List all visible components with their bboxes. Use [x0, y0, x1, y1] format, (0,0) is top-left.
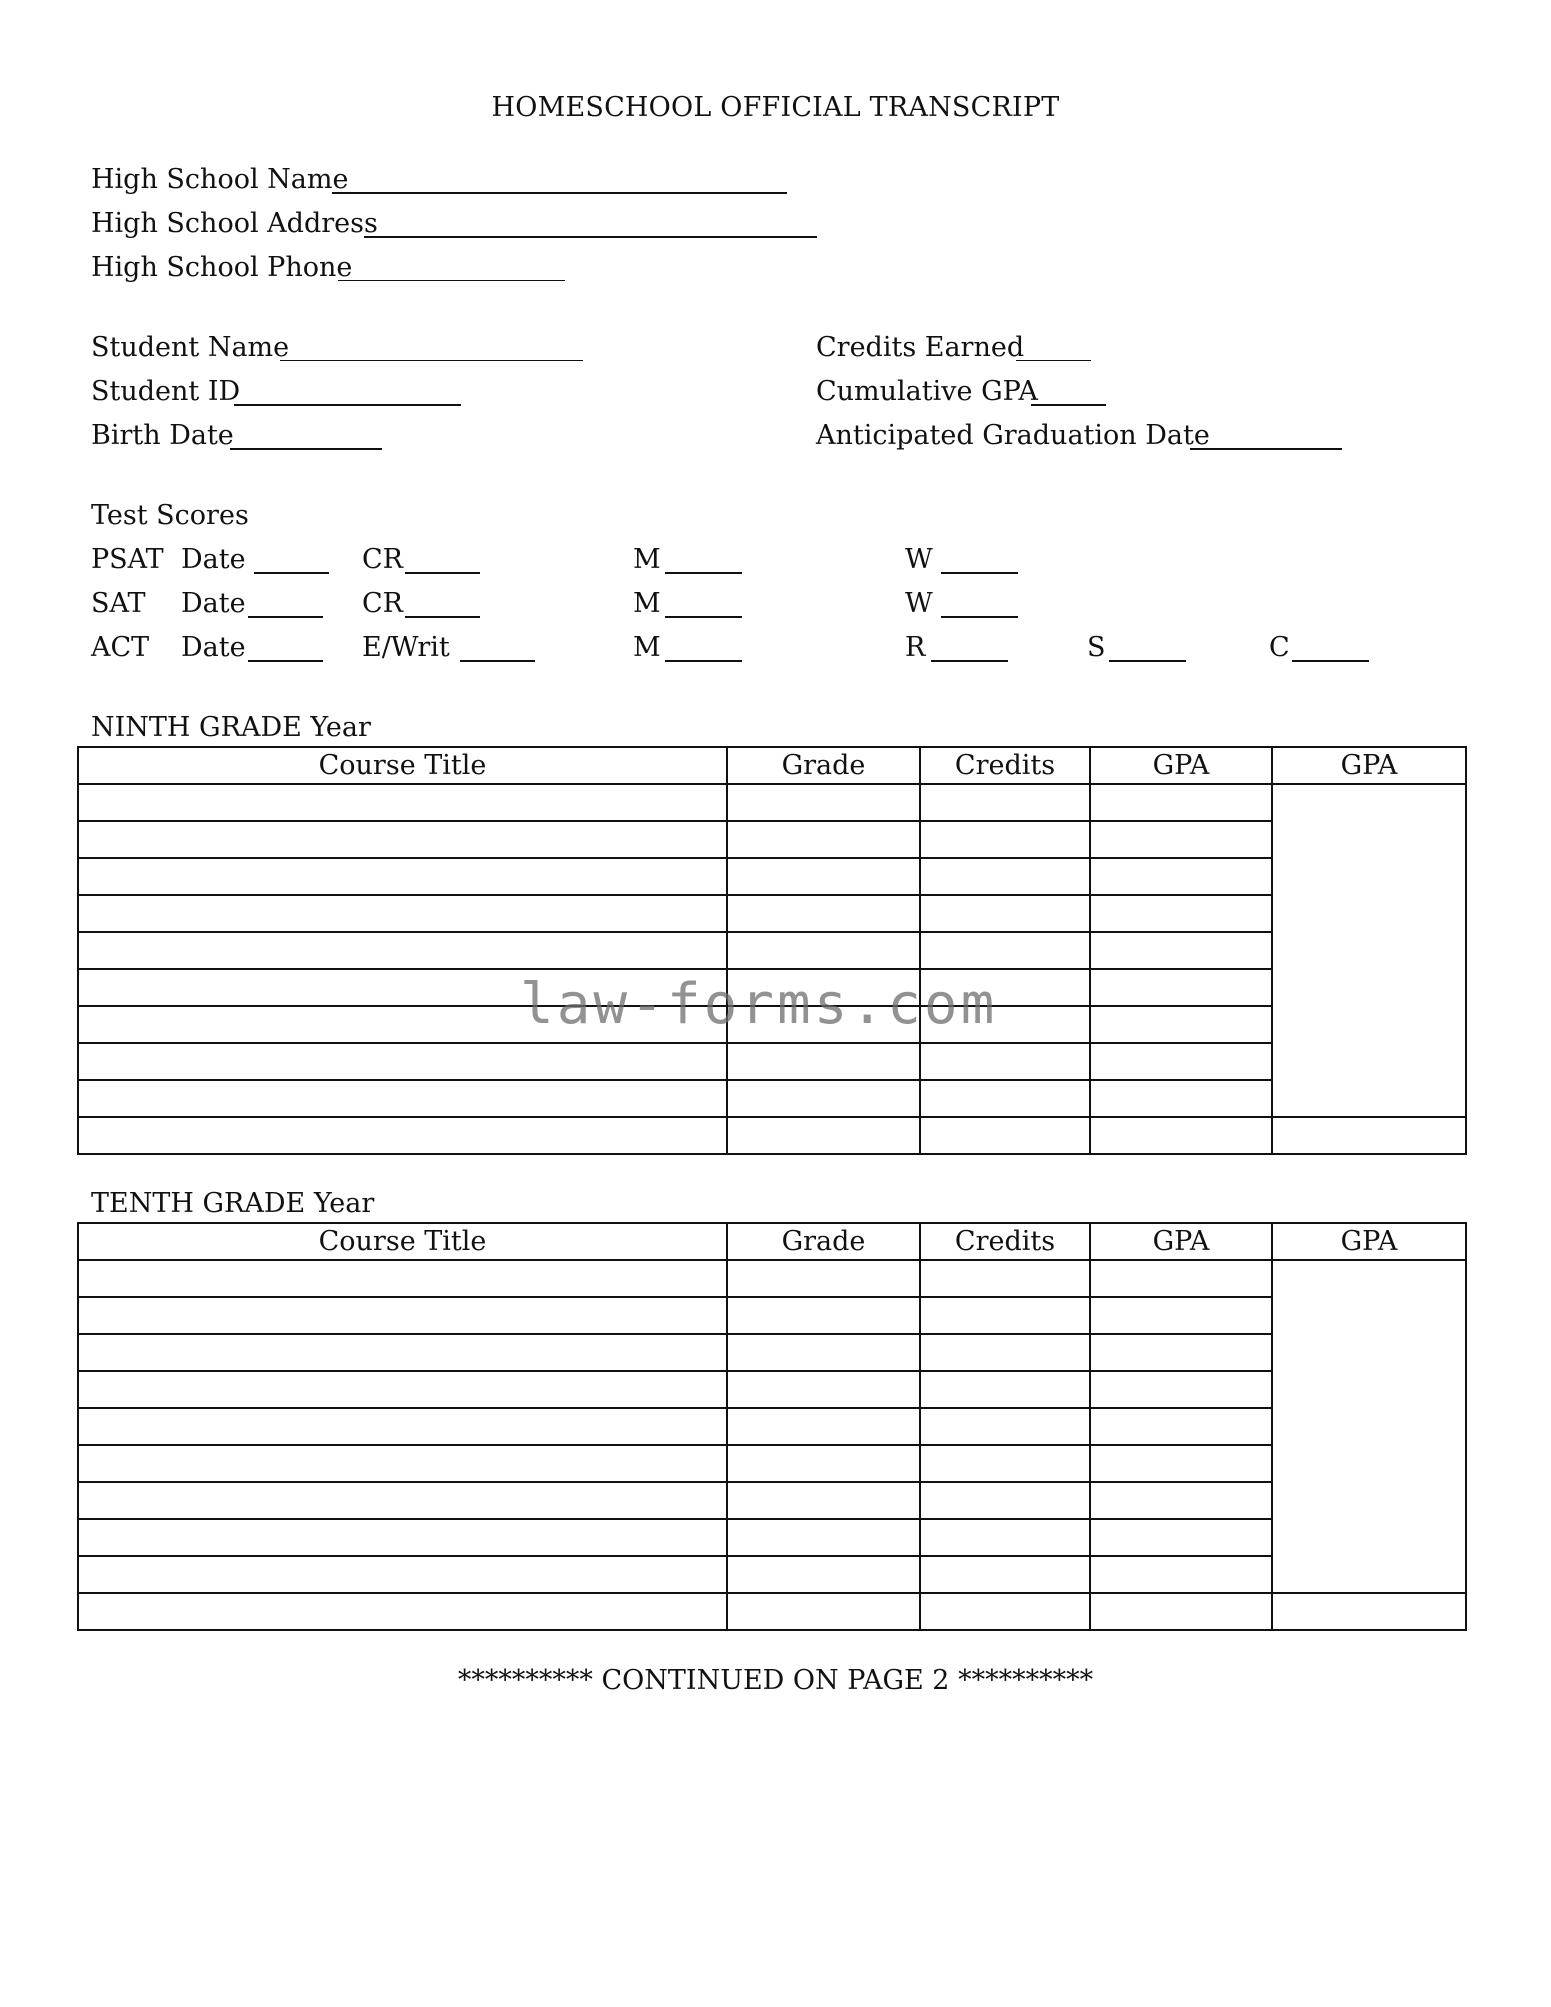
credits-cell[interactable] [920, 1043, 1090, 1080]
credits-cell[interactable] [920, 1334, 1090, 1371]
grade-cell[interactable] [727, 1260, 920, 1297]
student-id-label: Student ID [91, 376, 241, 407]
credits-cell[interactable] [920, 1556, 1090, 1593]
gpa-cell[interactable] [1090, 784, 1272, 821]
gpa-cell[interactable] [1090, 1117, 1272, 1154]
psat-cr-label: CR [362, 544, 403, 575]
column-header-credits: Credits [920, 747, 1090, 784]
credits-cell[interactable] [920, 1371, 1090, 1408]
credits-cell[interactable] [920, 1482, 1090, 1519]
birth-date-field[interactable] [230, 448, 382, 450]
column-header-gpa-total: GPA [1272, 1223, 1466, 1260]
sat-cr-field[interactable] [405, 616, 480, 618]
psat-w-label: W [905, 544, 933, 575]
credits-cell[interactable] [920, 858, 1090, 895]
credits-cell[interactable] [920, 1445, 1090, 1482]
gpa-cell[interactable] [1090, 1593, 1272, 1630]
table-row [78, 932, 1466, 969]
cumulative-gpa-field[interactable] [1031, 404, 1106, 406]
grade-cell[interactable] [727, 1482, 920, 1519]
course-title-cell[interactable] [78, 1117, 727, 1154]
course-title-cell[interactable] [78, 932, 727, 969]
school-phone-field[interactable] [338, 280, 565, 281]
act-date-label: Date [181, 632, 246, 663]
tenth-grade-table [77, 1222, 1467, 1631]
table-row [78, 1260, 1466, 1297]
gpa-total-cell[interactable] [1272, 1593, 1466, 1630]
table-row [78, 1334, 1466, 1371]
gpa-cell[interactable] [1090, 969, 1272, 1006]
credits-cell[interactable] [920, 821, 1090, 858]
ninth-grade-heading: NINTH GRADE Year [91, 712, 371, 743]
course-title-cell[interactable] [78, 1445, 727, 1482]
school-name-field[interactable] [332, 192, 787, 194]
grade-cell[interactable] [727, 1334, 920, 1371]
course-title-cell[interactable] [78, 784, 727, 821]
psat-cr-field[interactable] [405, 572, 480, 574]
psat-w-field[interactable] [941, 572, 1018, 574]
sat-date-field[interactable] [248, 616, 323, 618]
act-m-field[interactable] [665, 660, 742, 662]
sat-w-label: W [905, 588, 933, 619]
gpa-cell[interactable] [1090, 1482, 1272, 1519]
sat-date-label: Date [181, 588, 246, 619]
student-id-field[interactable] [234, 404, 461, 406]
grade-cell[interactable] [727, 895, 920, 932]
grade-cell[interactable] [727, 1043, 920, 1080]
table-row [78, 1445, 1466, 1482]
sat-cr-label: CR [362, 588, 403, 619]
credits-cell[interactable] [920, 1080, 1090, 1117]
credits-earned-label: Credits Earned [816, 332, 1025, 363]
psat-date-label: Date [181, 544, 246, 575]
column-header-grade: Grade [727, 747, 920, 784]
continued-note: ********** CONTINUED ON PAGE 2 ********** [457, 1665, 1094, 1696]
course-title-cell[interactable] [78, 1334, 727, 1371]
school-address-label: High School Address [91, 208, 378, 239]
grade-cell[interactable] [727, 1445, 920, 1482]
ninth-grade-table [77, 746, 1467, 1155]
column-header-gpa-total: GPA [1272, 747, 1466, 784]
act-r-field[interactable] [931, 660, 1008, 662]
table-row [78, 1482, 1466, 1519]
gpa-cell[interactable] [1090, 895, 1272, 932]
graduation-date-label: Anticipated Graduation Date [816, 420, 1210, 451]
psat-label: PSAT [91, 544, 164, 575]
grade-cell[interactable] [727, 932, 920, 969]
table-row [78, 1043, 1466, 1080]
credits-cell[interactable] [920, 1593, 1090, 1630]
grade-cell[interactable] [727, 1408, 920, 1445]
credits-earned-field[interactable] [1016, 360, 1091, 361]
gpa-cell[interactable] [1090, 1408, 1272, 1445]
course-title-cell[interactable] [78, 821, 727, 858]
graduation-date-field[interactable] [1190, 448, 1342, 450]
gpa-total-cell[interactable] [1272, 1117, 1466, 1154]
course-title-cell[interactable] [78, 895, 727, 932]
gpa-cell[interactable] [1090, 1006, 1272, 1043]
gpa-cell[interactable] [1090, 1445, 1272, 1482]
course-title-cell[interactable] [78, 1593, 727, 1630]
grade-cell[interactable] [727, 784, 920, 821]
course-title-cell[interactable] [78, 858, 727, 895]
sat-m-label: M [633, 588, 661, 619]
gpa-cell[interactable] [1090, 1080, 1272, 1117]
gpa-cell[interactable] [1090, 1556, 1272, 1593]
act-ewrit-field[interactable] [460, 660, 535, 662]
gpa-cell[interactable] [1090, 1043, 1272, 1080]
gpa-cell[interactable] [1090, 1334, 1272, 1371]
act-label: ACT [91, 632, 150, 663]
table-row [78, 1297, 1466, 1334]
table-row [78, 1519, 1466, 1556]
table-row [78, 1117, 1466, 1154]
sat-w-field[interactable] [941, 616, 1018, 618]
gpa-cell[interactable] [1090, 821, 1272, 858]
credits-cell[interactable] [920, 784, 1090, 821]
credits-cell[interactable] [920, 1408, 1090, 1445]
gpa-total-spacer [1272, 784, 1466, 1117]
test-scores-heading: Test Scores [91, 500, 249, 531]
credits-cell[interactable] [920, 1519, 1090, 1556]
psat-m-field[interactable] [665, 572, 742, 574]
column-header-course-title: Course Title [78, 747, 727, 784]
student-name-field[interactable] [280, 360, 583, 361]
credits-cell[interactable] [920, 932, 1090, 969]
watermark: law-forms.com [520, 972, 998, 1037]
grade-cell[interactable] [727, 858, 920, 895]
sat-label: SAT [91, 588, 146, 619]
table-row [78, 784, 1466, 821]
school-name-label: High School Name [91, 164, 349, 195]
school-address-field[interactable] [364, 236, 817, 238]
school-phone-label: High School Phone [91, 252, 353, 283]
act-c-field[interactable] [1292, 660, 1369, 662]
act-s-field[interactable] [1109, 660, 1186, 662]
column-header-grade: Grade [727, 1223, 920, 1260]
credits-cell[interactable] [920, 1117, 1090, 1154]
table-row [78, 821, 1466, 858]
credits-cell[interactable] [920, 895, 1090, 932]
credits-cell[interactable] [920, 1260, 1090, 1297]
psat-date-field[interactable] [254, 572, 329, 574]
gpa-total-spacer [1272, 1260, 1466, 1593]
column-header-gpa: GPA [1090, 747, 1272, 784]
column-header-gpa: GPA [1090, 1223, 1272, 1260]
course-title-cell[interactable] [78, 1043, 727, 1080]
grade-cell[interactable] [727, 1593, 920, 1630]
grade-cell[interactable] [727, 1297, 920, 1334]
psat-m-label: M [633, 544, 661, 575]
tenth-grade-heading: TENTH GRADE Year [91, 1188, 375, 1219]
gpa-cell[interactable] [1090, 1297, 1272, 1334]
table-row [78, 1080, 1466, 1117]
table-row [78, 858, 1466, 895]
table-row [78, 1408, 1466, 1445]
sat-m-field[interactable] [665, 616, 742, 618]
course-title-cell[interactable] [78, 1371, 727, 1408]
course-title-cell[interactable] [78, 1260, 727, 1297]
act-c-label: C [1269, 632, 1290, 663]
act-date-field[interactable] [248, 660, 323, 662]
table-row [78, 1593, 1466, 1630]
grade-cell[interactable] [727, 1080, 920, 1117]
credits-cell[interactable] [920, 1297, 1090, 1334]
table-header-row [78, 747, 1466, 784]
gpa-cell[interactable] [1090, 1371, 1272, 1408]
course-title-cell[interactable] [78, 1408, 727, 1445]
gpa-cell[interactable] [1090, 932, 1272, 969]
form-title: HOMESCHOOL OFFICIAL TRANSCRIPT [491, 92, 1060, 123]
course-title-cell[interactable] [78, 1482, 727, 1519]
table-row [78, 895, 1466, 932]
table-row [78, 1371, 1466, 1408]
column-header-course-title: Course Title [78, 1223, 727, 1260]
act-ewrit-label: E/Writ [362, 632, 450, 663]
birth-date-label: Birth Date [91, 420, 234, 451]
act-r-label: R [905, 632, 926, 663]
grade-cell[interactable] [727, 1519, 920, 1556]
course-title-cell[interactable] [78, 1080, 727, 1117]
course-title-cell[interactable] [78, 1519, 727, 1556]
gpa-cell[interactable] [1090, 858, 1272, 895]
grade-cell[interactable] [727, 1371, 920, 1408]
course-title-cell[interactable] [78, 1297, 727, 1334]
course-title-cell[interactable] [78, 1556, 727, 1593]
grade-cell[interactable] [727, 1117, 920, 1154]
table-header-row [78, 1223, 1466, 1260]
grade-cell[interactable] [727, 821, 920, 858]
gpa-cell[interactable] [1090, 1519, 1272, 1556]
act-m-label: M [633, 632, 661, 663]
student-name-label: Student Name [91, 332, 290, 363]
act-s-label: S [1087, 632, 1106, 663]
gpa-cell[interactable] [1090, 1260, 1272, 1297]
column-header-credits: Credits [920, 1223, 1090, 1260]
grade-cell[interactable] [727, 1556, 920, 1593]
cumulative-gpa-label: Cumulative GPA [816, 376, 1038, 407]
table-row [78, 1556, 1466, 1593]
